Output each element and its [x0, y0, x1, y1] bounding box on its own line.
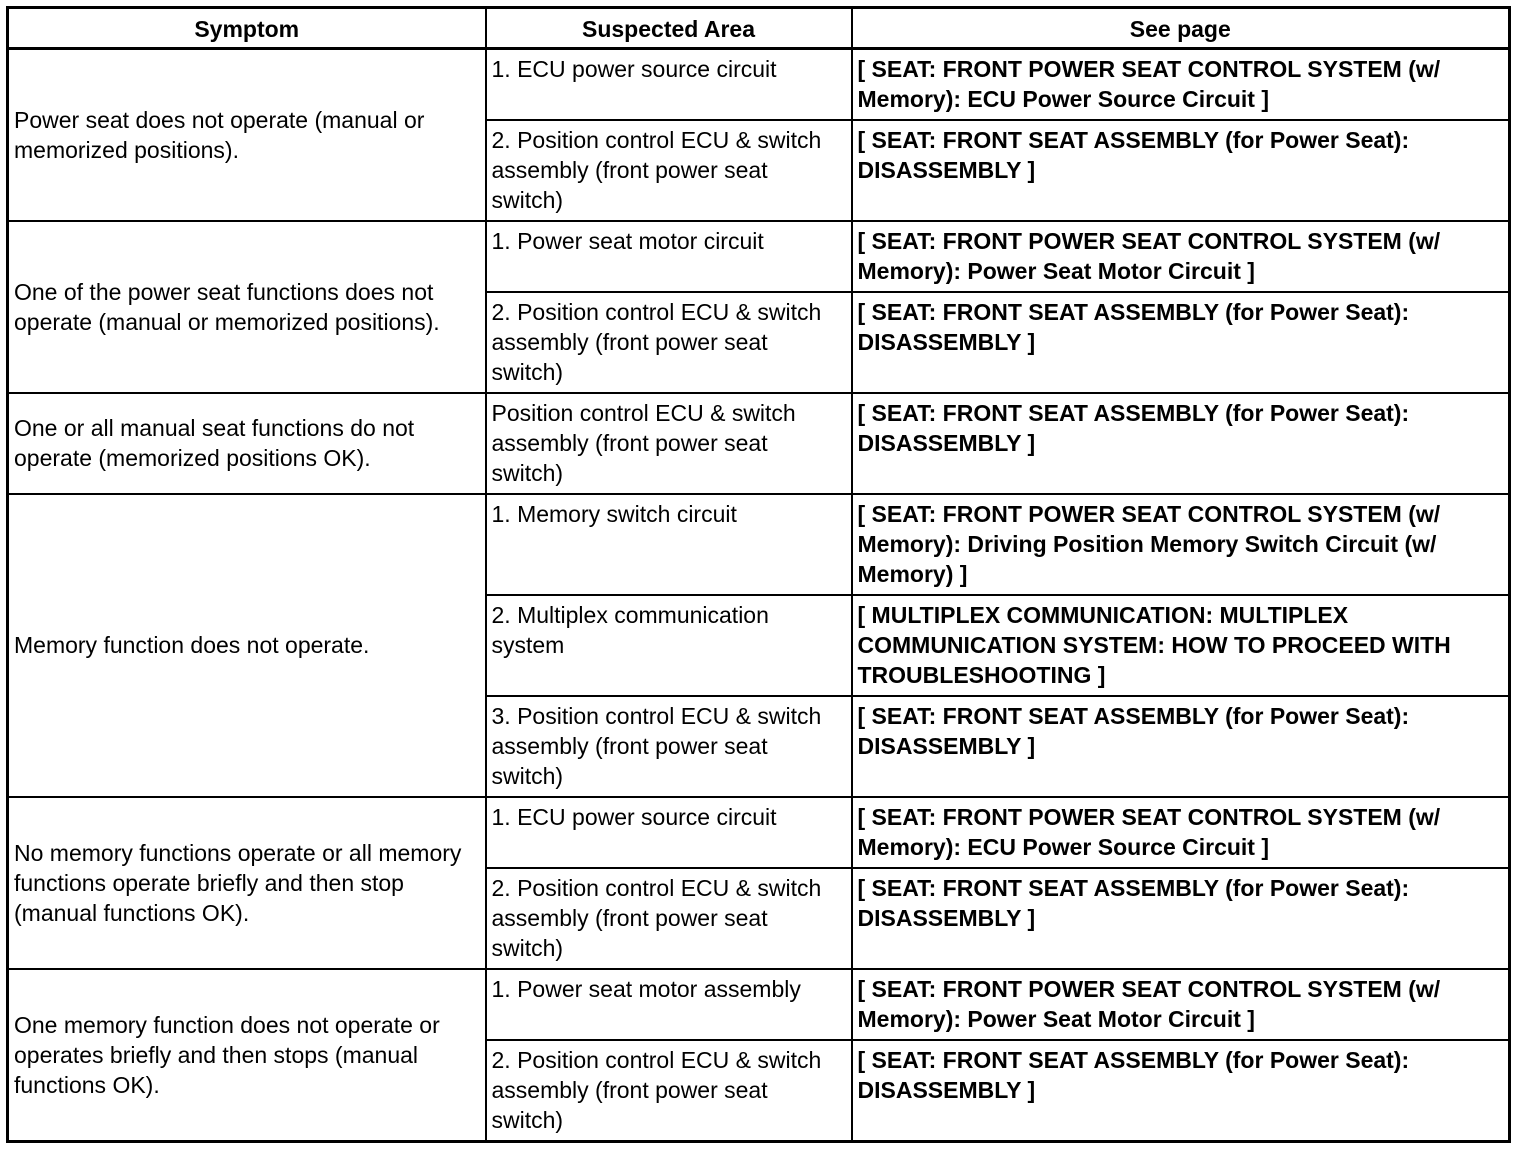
suspected-area-cell: 2. Position control ECU & switch assembly (front power seat switch) [486, 120, 852, 221]
suspected-area-cell: 2. Multiplex communication system [486, 595, 852, 696]
symptom-cell: Power seat does not operate (manual or memorized positions). [8, 49, 486, 222]
suspected-area-header: Suspected Area [486, 8, 852, 49]
table-row [8, 49, 1510, 121]
see-page-cell: [ SEAT: FRONT POWER SEAT CONTROL SYSTEM (w/ Memory): ECU Power Source Circuit ] [852, 797, 1510, 868]
suspected-area-cell: 2. Position control ECU & switch assembly (front power seat switch) [486, 868, 852, 969]
troubleshooting-table [6, 6, 1511, 1143]
see-page-header: See page [852, 8, 1510, 49]
symptom-cell: No memory functions operate or all memory functions operate briefly and then stop (manual functions OK). [8, 797, 486, 969]
see-page-cell: [ MULTIPLEX COMMUNICATION: MULTIPLEX COMMUNICATION SYSTEM: HOW TO PROCEED WITH TROUBLESHOOTING ] [852, 595, 1510, 696]
see-page-cell: [ SEAT: FRONT POWER SEAT CONTROL SYSTEM (w/ Memory): Driving Position Memory Switch Circuit (w/ Memory) ] [852, 494, 1510, 595]
suspected-area-cell: 1. Power seat motor assembly [486, 969, 852, 1040]
see-page-cell: [ SEAT: FRONT POWER SEAT CONTROL SYSTEM (w/ Memory): ECU Power Source Circuit ] [852, 49, 1510, 121]
table-row [8, 221, 1510, 292]
suspected-area-cell: 3. Position control ECU & switch assembly (front power seat switch) [486, 696, 852, 797]
table-row [8, 393, 1510, 494]
table-row [8, 969, 1510, 1040]
table-row [8, 494, 1510, 595]
symptom-cell: One memory function does not operate or operates briefly and then stops (manual functions OK). [8, 969, 486, 1142]
symptom-header: Symptom [8, 8, 486, 49]
see-page-cell: [ SEAT: FRONT POWER SEAT CONTROL SYSTEM (w/ Memory): Power Seat Motor Circuit ] [852, 969, 1510, 1040]
symptom-cell: Memory function does not operate. [8, 494, 486, 797]
see-page-cell: [ SEAT: FRONT POWER SEAT CONTROL SYSTEM (w/ Memory): Power Seat Motor Circuit ] [852, 221, 1510, 292]
suspected-area-cell: Position control ECU & switch assembly (front power seat switch) [486, 393, 852, 494]
suspected-area-cell: 2. Position control ECU & switch assembly (front power seat switch) [486, 292, 852, 393]
symptom-cell: One or all manual seat functions do not operate (memorized positions OK). [8, 393, 486, 494]
suspected-area-cell: 1. Memory switch circuit [486, 494, 852, 595]
see-page-cell: [ SEAT: FRONT SEAT ASSEMBLY (for Power Seat): DISASSEMBLY ] [852, 120, 1510, 221]
suspected-area-cell: 1. ECU power source circuit [486, 797, 852, 868]
symptom-cell: One of the power seat functions does not operate (manual or memorized positions). [8, 221, 486, 393]
header-row [8, 8, 1510, 49]
suspected-area-cell: 1. Power seat motor circuit [486, 221, 852, 292]
table-row [8, 797, 1510, 868]
see-page-cell: [ SEAT: FRONT SEAT ASSEMBLY (for Power Seat): DISASSEMBLY ] [852, 868, 1510, 969]
see-page-cell: [ SEAT: FRONT SEAT ASSEMBLY (for Power Seat): DISASSEMBLY ] [852, 292, 1510, 393]
suspected-area-cell: 2. Position control ECU & switch assembly (front power seat switch) [486, 1040, 852, 1142]
suspected-area-cell: 1. ECU power source circuit [486, 49, 852, 121]
see-page-cell: [ SEAT: FRONT SEAT ASSEMBLY (for Power Seat): DISASSEMBLY ] [852, 393, 1510, 494]
see-page-cell: [ SEAT: FRONT SEAT ASSEMBLY (for Power Seat): DISASSEMBLY ] [852, 696, 1510, 797]
see-page-cell: [ SEAT: FRONT SEAT ASSEMBLY (for Power Seat): DISASSEMBLY ] [852, 1040, 1510, 1142]
